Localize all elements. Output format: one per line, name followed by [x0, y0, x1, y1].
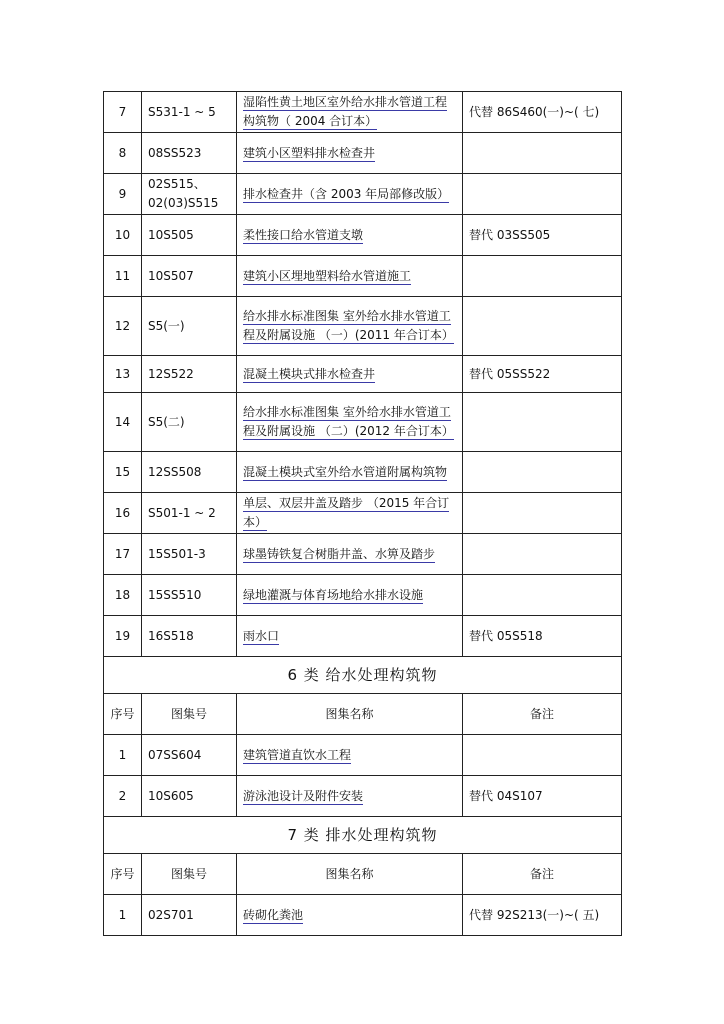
table-row	[104, 616, 622, 657]
table-row	[104, 133, 622, 174]
atlas-note: 代替 92S213(一)~( 五)	[463, 895, 622, 936]
table-row	[104, 393, 622, 452]
atlas-note	[463, 393, 622, 452]
atlas-code: 12S522	[142, 356, 237, 393]
atlas-note: 替代 04S107	[463, 776, 622, 817]
header-row	[104, 854, 622, 895]
atlas-note	[463, 735, 622, 776]
header-name: 图集名称	[237, 694, 463, 735]
table-row	[104, 895, 622, 936]
atlas-code: 10S507	[142, 256, 237, 297]
atlas-name-text: 给水排水标准图集 室外给水排水管道工程及附属设施 （一）(2011 年合订本）	[243, 309, 454, 342]
atlas-name-text: 雨水口	[243, 628, 280, 643]
atlas-name	[237, 452, 463, 493]
atlas-code: 02S701	[142, 895, 237, 936]
header-note: 备注	[463, 854, 622, 895]
standard-atlas-table	[103, 91, 622, 936]
table-row	[104, 256, 622, 297]
atlas-name-text: 柔性接口给水管道支墩	[243, 227, 364, 242]
atlas-name	[237, 895, 463, 936]
atlas-code: 15SS510	[142, 575, 237, 616]
atlas-name-text: 单层、双层井盖及踏步 （2015 年合订本）	[243, 496, 450, 529]
atlas-name-text: 建筑管道直饮水工程	[243, 747, 352, 762]
atlas-note	[463, 493, 622, 534]
atlas-code: 10S505	[142, 215, 237, 256]
header-note: 备注	[463, 694, 622, 735]
atlas-name-text: 混凝土模块式排水检查井	[243, 366, 376, 381]
table-row	[104, 297, 622, 356]
section-title-row	[104, 657, 622, 694]
row-number: 19	[104, 616, 142, 657]
header-name: 图集名称	[237, 854, 463, 895]
atlas-note	[463, 133, 622, 174]
atlas-code: 16S518	[142, 616, 237, 657]
row-number: 9	[104, 174, 142, 215]
atlas-code: 08SS523	[142, 133, 237, 174]
atlas-name	[237, 493, 463, 534]
row-number: 10	[104, 215, 142, 256]
header-code: 图集号	[142, 694, 237, 735]
section-title: 6 类 给水处理构筑物	[104, 657, 622, 694]
section-title: 7 类 排水处理构筑物	[104, 817, 622, 854]
atlas-name	[237, 616, 463, 657]
atlas-code: 07SS604	[142, 735, 237, 776]
atlas-name-text: 砖砌化粪池	[243, 907, 304, 922]
atlas-name	[237, 534, 463, 575]
atlas-code: S501-1 ~ 2	[142, 493, 237, 534]
atlas-note: 代替 86S460(一)~( 七)	[463, 92, 622, 133]
atlas-name	[237, 174, 463, 215]
row-number: 13	[104, 356, 142, 393]
atlas-code: 10S605	[142, 776, 237, 817]
row-number: 17	[104, 534, 142, 575]
atlas-code: 02S515、02(03)S515	[142, 174, 237, 215]
atlas-code: 15S501-3	[142, 534, 237, 575]
atlas-name-text: 湿陷性黄土地区室外给水排水管道工程构筑物（ 2004 合订本）	[243, 95, 448, 128]
atlas-note	[463, 256, 622, 297]
atlas-code: S5(一)	[142, 297, 237, 356]
atlas-name-text: 建筑小区埋地塑料给水管道施工	[243, 268, 412, 283]
atlas-name-text: 建筑小区塑料排水检查井	[243, 145, 376, 160]
table-row	[104, 493, 622, 534]
atlas-name	[237, 297, 463, 356]
atlas-note: 替代 03SS505	[463, 215, 622, 256]
table-row	[104, 776, 622, 817]
atlas-note	[463, 174, 622, 215]
header-row	[104, 694, 622, 735]
table-row	[104, 534, 622, 575]
header-number: 序号	[104, 854, 142, 895]
atlas-name	[237, 575, 463, 616]
atlas-note: 替代 05S518	[463, 616, 622, 657]
atlas-name-text: 绿地灌溉与体育场地给水排水设施	[243, 587, 424, 602]
table-row	[104, 735, 622, 776]
row-number: 7	[104, 92, 142, 133]
section-title-row	[104, 817, 622, 854]
atlas-code: S5(二)	[142, 393, 237, 452]
row-number: 18	[104, 575, 142, 616]
atlas-note	[463, 575, 622, 616]
row-number: 1	[104, 895, 142, 936]
table-row	[104, 215, 622, 256]
atlas-name	[237, 393, 463, 452]
atlas-name	[237, 256, 463, 297]
atlas-note	[463, 452, 622, 493]
table-row	[104, 452, 622, 493]
table-row	[104, 174, 622, 215]
atlas-name	[237, 356, 463, 393]
header-number: 序号	[104, 694, 142, 735]
atlas-name	[237, 776, 463, 817]
atlas-note: 替代 05SS522	[463, 356, 622, 393]
atlas-note	[463, 297, 622, 356]
atlas-name-text: 混凝土模块式室外给水管道附属构筑物	[243, 464, 448, 479]
atlas-code: 12SS508	[142, 452, 237, 493]
row-number: 2	[104, 776, 142, 817]
row-number: 16	[104, 493, 142, 534]
row-number: 14	[104, 393, 142, 452]
atlas-note	[463, 534, 622, 575]
row-number: 11	[104, 256, 142, 297]
row-number: 1	[104, 735, 142, 776]
table-row	[104, 92, 622, 133]
atlas-name-text: 排水检查井（含 2003 年局部修改版）	[243, 186, 450, 201]
atlas-name-text: 球墨铸铁复合树脂井盖、水箅及踏步	[243, 546, 436, 561]
table-row	[104, 356, 622, 393]
atlas-name-text: 给水排水标准图集 室外给水排水管道工程及附属设施 （二）(2012 年合订本）	[243, 405, 454, 438]
atlas-name	[237, 735, 463, 776]
row-number: 15	[104, 452, 142, 493]
row-number: 12	[104, 297, 142, 356]
table-row	[104, 575, 622, 616]
atlas-name	[237, 215, 463, 256]
atlas-name-text: 游泳池设计及附件安装	[243, 788, 364, 803]
row-number: 8	[104, 133, 142, 174]
atlas-name	[237, 92, 463, 133]
header-code: 图集号	[142, 854, 237, 895]
atlas-table-body	[104, 92, 622, 936]
atlas-code: S531-1 ~ 5	[142, 92, 237, 133]
atlas-name	[237, 133, 463, 174]
